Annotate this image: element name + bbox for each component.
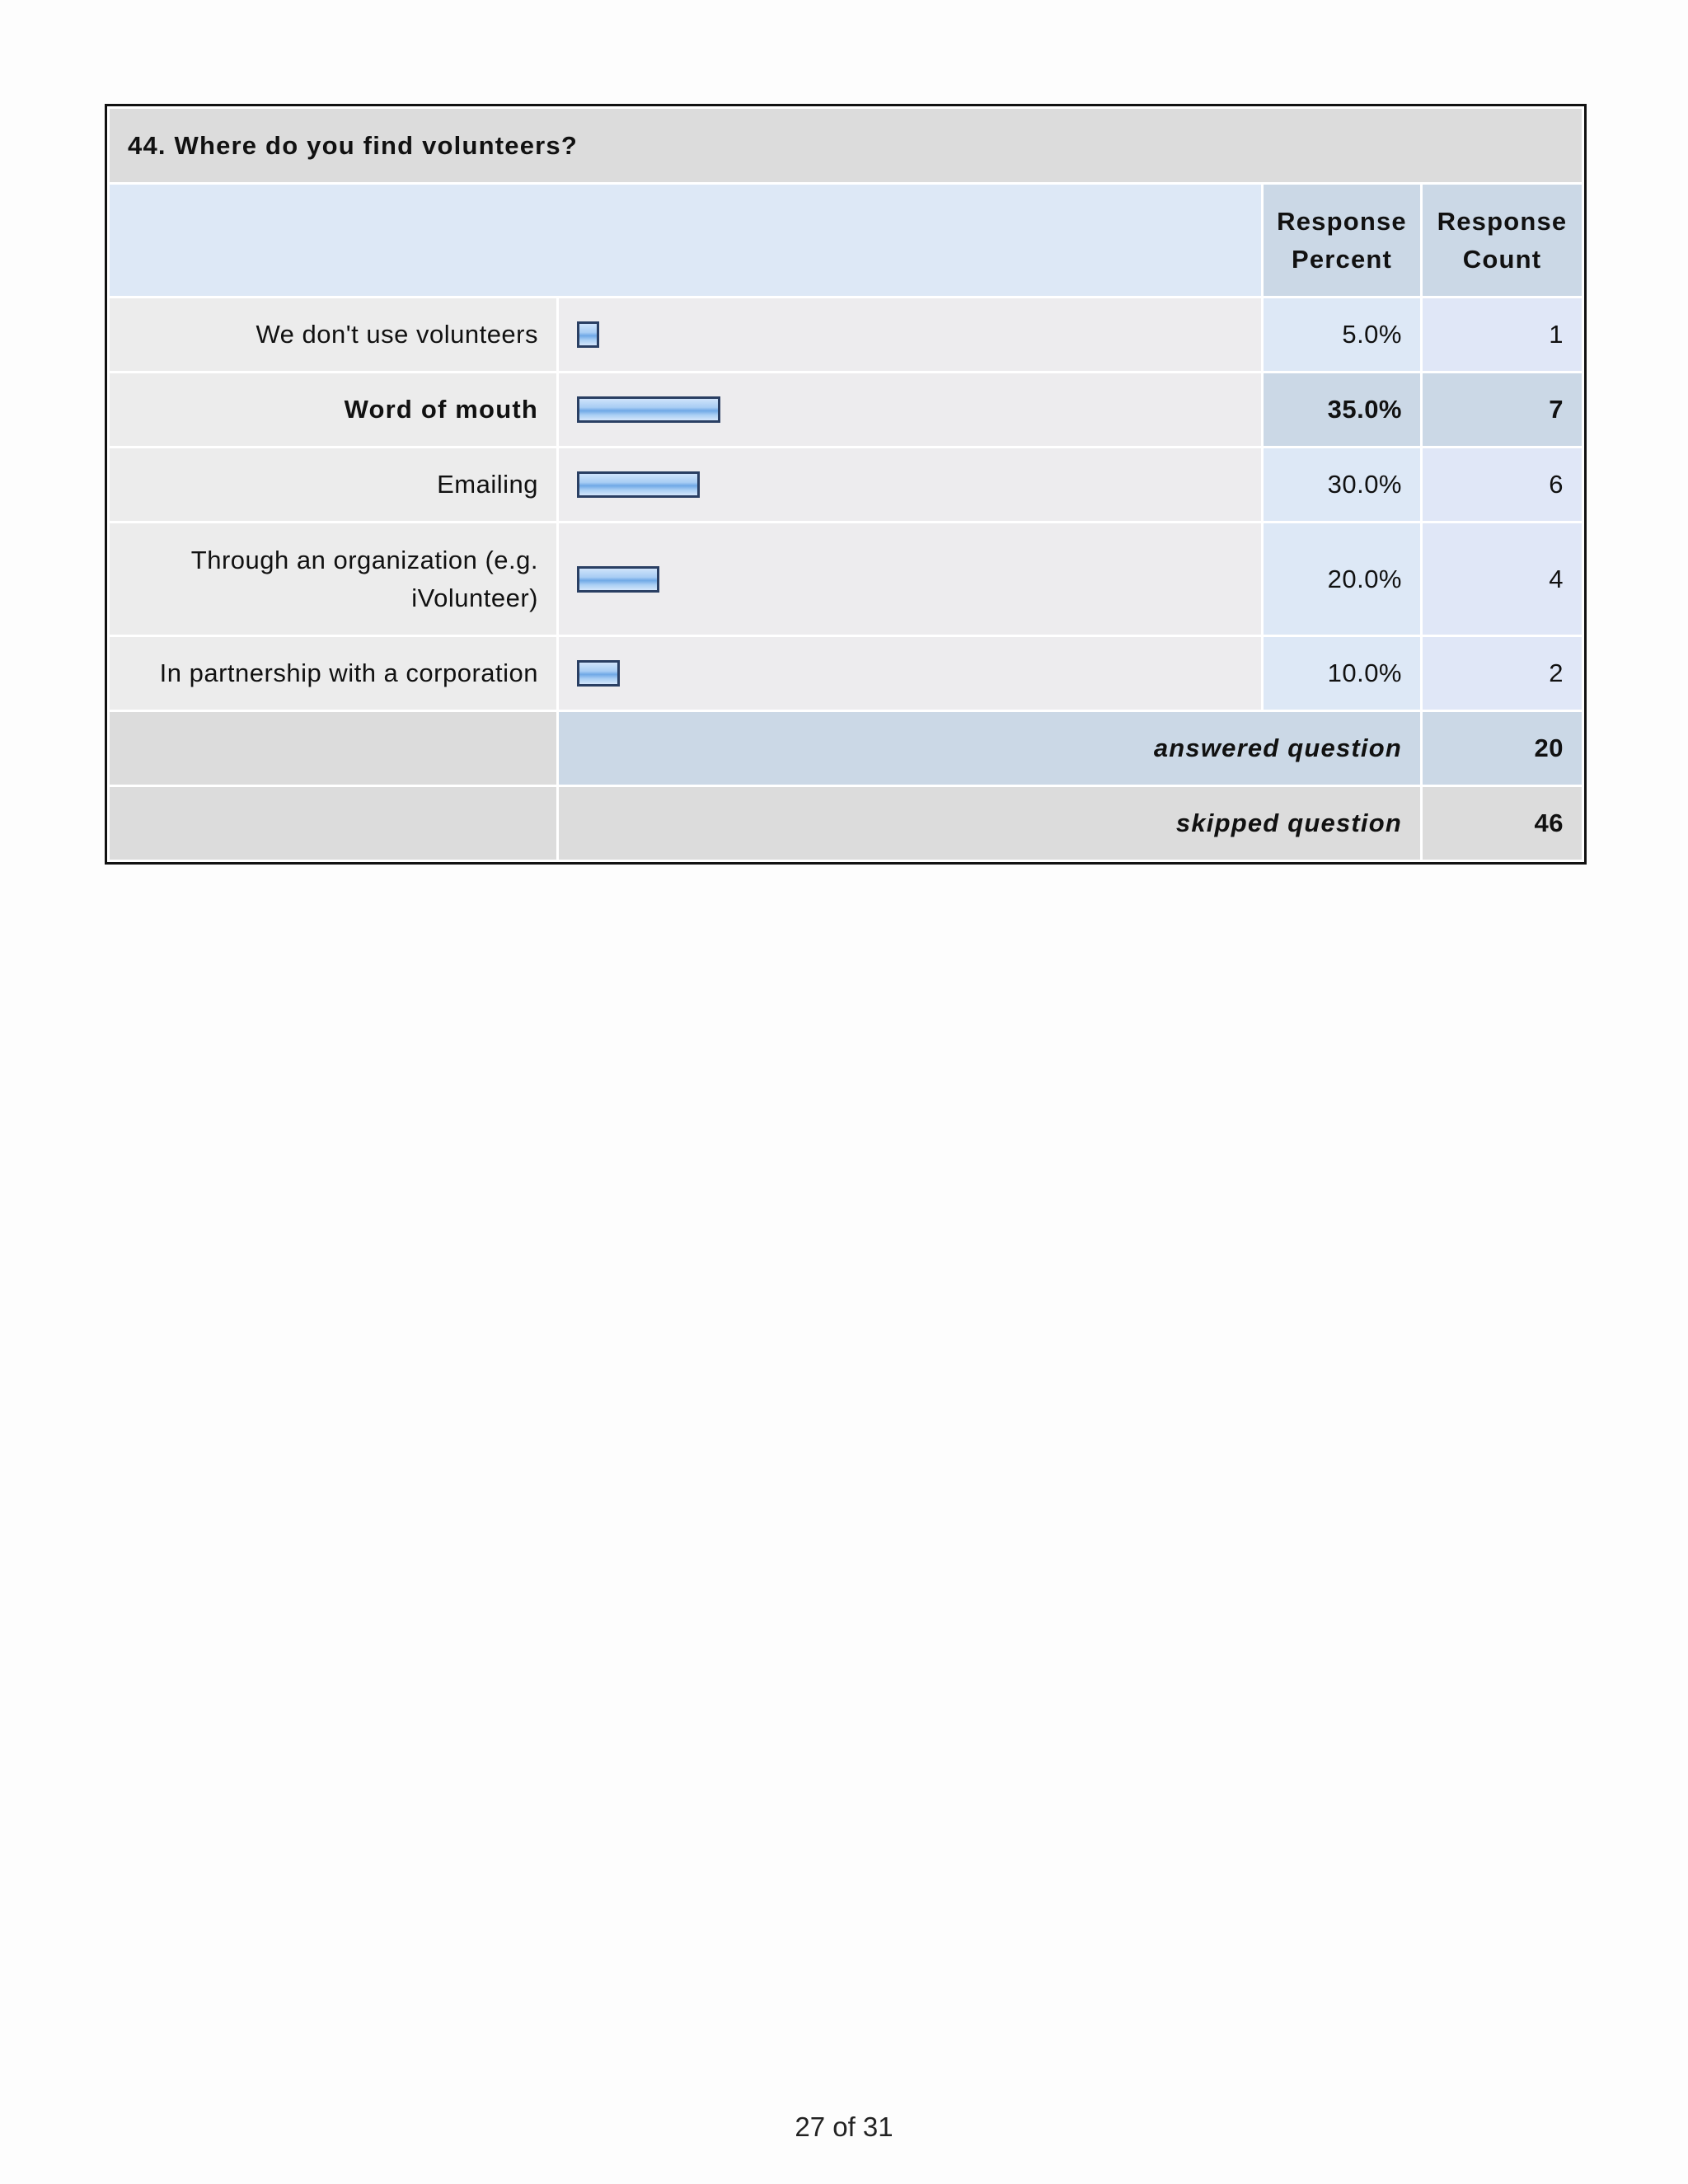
response-percent: 20.0% [1263,523,1422,636]
table-row [109,373,1583,448]
skipped-question-label: skipped question [558,786,1422,861]
skipped-question-count: 46 [1422,786,1583,861]
header-response-count: Response Count [1422,184,1583,298]
table-row [109,523,1583,636]
answer-label: Emailing [109,448,558,523]
answer-label: Through an organization (e.g. iVolunteer) [109,523,558,636]
answered-question-label: answered question [558,711,1422,786]
table-row [109,298,1583,373]
response-bar [577,566,659,593]
response-percent: 35.0% [1263,373,1422,448]
header-response-percent: Response Percent [1263,184,1422,298]
response-count: 6 [1422,448,1583,523]
table-row [109,636,1583,711]
response-count: 7 [1422,373,1583,448]
response-percent: 10.0% [1263,636,1422,711]
answer-label: Word of mouth [109,373,558,448]
page-number: 27 of 31 [795,2111,893,2142]
table-row [109,448,1583,523]
answer-label: In partnership with a corporation [109,636,558,711]
answer-label: We don't use volunteers [109,298,558,373]
response-bar [577,471,700,498]
response-count: 4 [1422,523,1583,636]
response-bar [577,660,620,687]
response-bar [577,396,720,423]
answered-question-count: 20 [1422,711,1583,786]
response-percent: 5.0% [1263,298,1422,373]
answered-row [109,711,1583,786]
response-percent: 30.0% [1263,448,1422,523]
skipped-row [109,786,1583,861]
question-title: 44. Where do you find volunteers? [109,108,1583,184]
response-bar [577,321,599,348]
header-blank [109,184,1263,298]
survey-results-table [105,104,1587,865]
response-count: 1 [1422,298,1583,373]
response-count: 2 [1422,636,1583,711]
